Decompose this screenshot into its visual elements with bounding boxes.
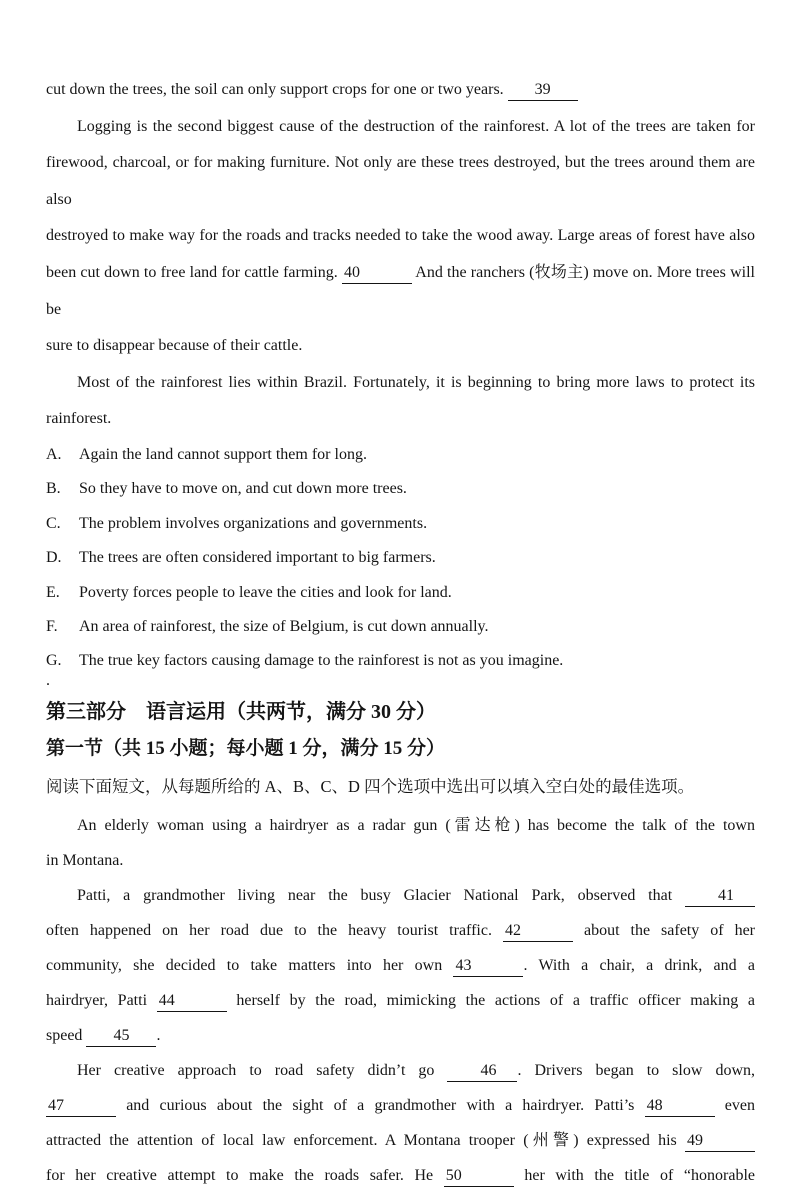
blank-46: 46 [447,1063,517,1082]
option-item-D [46,541,755,575]
cloze-paragraph-intro [46,808,755,878]
blank-45: 45 [86,1028,156,1047]
cloze-instructions: 阅读下面短文，从每题所给的 A、B、C、D 四个选项中选出可以填入空白处的最佳选项。 [46,776,695,796]
text-line: An elderly woman using a hairdryer as a radar gun (雷达枪) has become the talk of the town [77,816,755,834]
text-line: 47 and curious about the sight of a grandmother with a hairdryer. Patti’s 48 even [46,1088,755,1123]
blank-40: 40 [342,265,412,284]
option-label: E. [46,583,60,601]
rainforest-paragraph-brazil [46,365,755,438]
option-item-A [46,438,755,472]
option-text: Again the land cannot support them for long. [79,445,367,463]
blank-47: 47 [46,1098,116,1117]
blank-49: 49 [685,1133,755,1152]
text-line: for her creative attempt to make the roads safer. He 50 her with the title of “honorable [46,1158,755,1193]
option-list [46,438,755,679]
option-text: So they have to move on, and cut down more trees. [79,480,407,498]
blank-42: 42 [503,923,573,942]
blank-39: 39 [508,82,578,101]
text-line: Her creative approach to road safety didn’t go 46 . Drivers began to slow down, [46,1053,755,1088]
text-line: been cut down to free land for cattle farming. 40 And the ranchers (牧场主) move on. More trees will be [46,263,755,318]
text-line: rainforest. [46,410,112,428]
cloze-paragraph-patti [46,878,755,1053]
text-line: attracted the attention of local law enforcement. A Montana trooper (州警) expressed his 49 [46,1123,755,1158]
text-line: firewood, charcoal, or for making furniture. Not only are these trees destroyed, but the trees around them are also [46,154,755,208]
heading-part3: 第三部分 语言运用（共两节，满分 30 分） [46,700,436,723]
blank-44: 44 [157,993,227,1012]
text-line: Patti, a grandmother living near the busy Glacier National Park, observed that 41 [46,878,755,913]
option-text: The trees are often considered important to big farmers. [79,549,436,567]
option-text: The problem involves organizations and governments. [79,514,428,532]
text-line: speed 45 . [46,1018,755,1053]
option-label: F. [46,617,58,635]
text-line: in Montana. [46,851,124,869]
rainforest-paragraph-logging [46,109,755,365]
option-label: B. [46,480,61,498]
blank-43: 43 [453,958,523,977]
option-item-F [46,610,755,644]
text-line: Most of the rainforest lies within Brazil. Fortunately, it is beginning to bring more laws to protect its [77,373,755,391]
option-label: G. [46,652,62,670]
heading-section1: 第一节（共 15 小题；每小题 1 分，满分 15 分） [46,737,446,759]
blank-41: 41 [685,888,755,907]
blank-48: 48 [645,1098,715,1117]
option-item-B [46,472,755,506]
text-line: sure to disappear because of their cattle. [46,337,303,355]
option-text: The true key factors causing damage to the rainforest is not as you imagine. [79,652,564,670]
blank-50: 50 [444,1168,514,1187]
text-line: hairdryer, Patti 44 herself by the road, mimicking the actions of a traffic officer making a [46,983,755,1018]
rainforest-paragraph-tail [46,72,755,109]
option-label: C. [46,514,61,532]
option-item-C [46,507,755,541]
text-line: Logging is the second biggest cause of the destruction of the rainforest. A lot of the trees are taken for [77,117,755,135]
option-text: An area of rainforest, the size of Belgium, is cut down annually. [79,617,489,635]
stray-period: . [46,671,50,689]
option-text: Poverty forces people to leave the cities and look for land. [79,583,452,601]
cloze-paragraph-approach [46,1053,755,1193]
text-line: destroyed to make way for the roads and tracks needed to take the wood away. Large areas of forest have also [46,227,755,245]
option-label: D. [46,549,62,567]
text-line: cut down the trees, the soil can only support crops for one or two years. 39 [46,72,755,109]
text-line: community, she decided to take matters into her own 43 . With a chair, a drink, and a [46,948,755,983]
text-line: often happened on her road due to the heavy tourist traffic. 42 about the safety of her [46,913,755,948]
option-item-E [46,576,755,610]
option-label: A. [46,445,62,463]
